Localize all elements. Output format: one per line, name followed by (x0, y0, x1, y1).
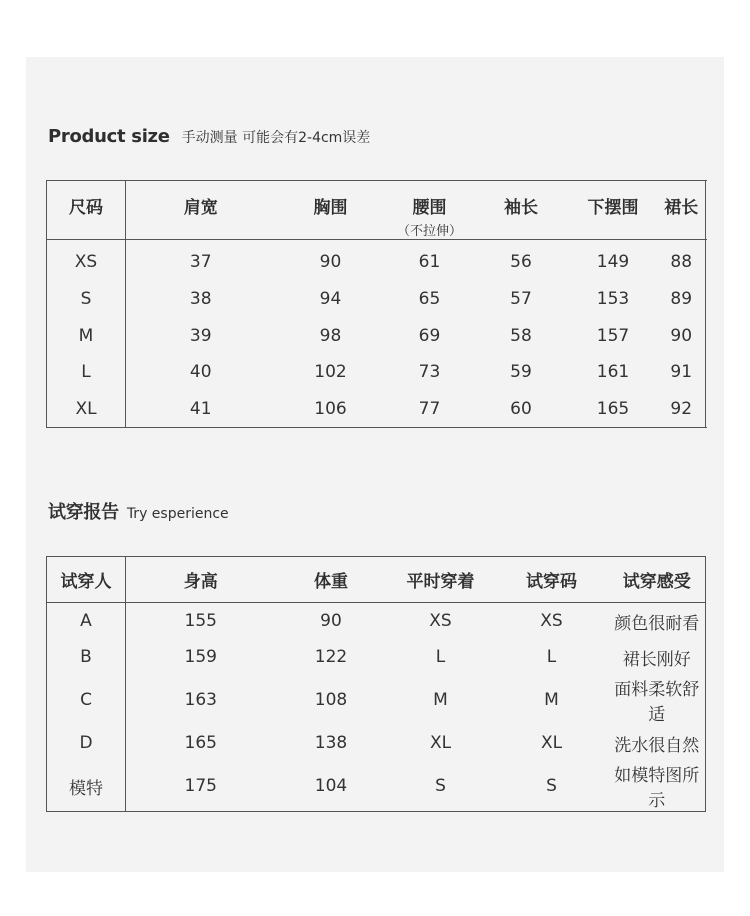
table-cell: L (435, 647, 446, 667)
table-row (47, 390, 706, 427)
table-cell: 98 (319, 325, 342, 346)
size-header-cell: 肩宽 (183, 198, 218, 218)
table-cell: 65 (418, 288, 441, 309)
table-cell: A (47, 603, 126, 640)
table-row (47, 761, 706, 812)
size-header-cell: 下摆围 (587, 198, 639, 218)
size-header-cell: 裙长 (664, 198, 699, 218)
table-cell: 89 (670, 288, 693, 309)
table-cell: 40 (189, 362, 212, 383)
try-header-cell: 试穿人 (47, 557, 126, 603)
table-cell: XS (429, 611, 452, 631)
table-cell: 155 (184, 611, 217, 631)
try-header-cell: 试穿码 (526, 572, 577, 592)
table-row (47, 281, 706, 318)
table-cell: 157 (596, 325, 630, 346)
try-report-title: 试穿报告 (48, 502, 119, 523)
table-cell: 161 (596, 362, 630, 383)
size-header-cell: 袖长 (504, 198, 538, 218)
table-row (47, 603, 706, 640)
table-cell: L (47, 354, 126, 391)
table-cell: 如模特图所示 (614, 766, 700, 811)
table-cell: 149 (596, 252, 630, 273)
table-cell: D (47, 725, 126, 761)
try-report-heading (48, 498, 229, 524)
try-report-subtitle: Try esperience (126, 506, 229, 522)
table-row (47, 675, 706, 725)
table-cell: 颜色很耐看 (614, 613, 700, 634)
table-cell: 57 (510, 288, 532, 309)
table-cell: 165 (596, 398, 630, 419)
table-cell: 91 (670, 362, 693, 383)
table-cell: 60 (510, 398, 532, 419)
table-cell: 裙长刚好 (622, 649, 691, 670)
table-cell: 94 (319, 288, 342, 309)
table-cell: 73 (418, 362, 441, 383)
table-cell: 洗水很自然 (614, 735, 700, 756)
table-cell: 159 (184, 647, 217, 667)
table-cell: XL (47, 390, 126, 427)
product-size-heading (48, 126, 370, 147)
table-cell: 153 (596, 288, 630, 309)
table-cell: 56 (510, 252, 532, 273)
table-cell: 165 (184, 733, 217, 753)
table-row (47, 639, 706, 675)
table-cell: 92 (670, 398, 693, 419)
table-cell: 138 (314, 733, 348, 753)
table-cell: 41 (189, 398, 212, 419)
size-header-cell: 胸围 (313, 198, 348, 218)
size-table-header (47, 181, 706, 240)
table-cell: 38 (189, 288, 212, 309)
table-cell: 69 (418, 325, 441, 346)
size-header-note: （不拉伸） (396, 224, 462, 239)
table-cell: 面料柔软舒适 (614, 680, 700, 725)
table-cell: 61 (418, 252, 441, 273)
table-cell: S (546, 776, 557, 796)
table-cell: 39 (189, 325, 212, 346)
product-size-note: 手动测量 可能会有2-4cm误差 (181, 130, 371, 146)
table-cell: 108 (314, 690, 348, 710)
table-cell: 模特 (47, 761, 126, 812)
table-cell: S (47, 281, 126, 318)
size-header-cell (386, 181, 474, 240)
table-cell: XL (540, 733, 563, 753)
try-header-cell: 平时穿着 (406, 572, 475, 592)
table-cell: 90 (319, 252, 342, 273)
table-cell: B (47, 639, 126, 675)
table-row (47, 317, 706, 354)
table-row (47, 725, 706, 761)
table-cell: 102 (314, 362, 347, 383)
table-cell: 90 (670, 325, 693, 346)
table-cell: 58 (510, 325, 532, 346)
table-row (47, 354, 706, 391)
size-header-label: 腰围 (412, 198, 447, 218)
size-header-cell: 尺码 (47, 181, 126, 240)
table-cell: XS (47, 240, 126, 281)
table-cell: 77 (418, 398, 441, 419)
table-cell: 59 (510, 362, 532, 383)
table-cell: C (47, 675, 126, 725)
table-cell: M (433, 690, 448, 710)
table-cell: S (435, 776, 446, 796)
try-table-header (47, 557, 706, 603)
table-cell: 175 (184, 776, 217, 796)
product-size-title: Product size (48, 126, 170, 147)
table-cell: 122 (314, 647, 348, 667)
table-cell: 106 (314, 398, 347, 419)
table-cell: M (47, 317, 126, 354)
table-row (47, 240, 706, 281)
try-header-cell: 体重 (314, 572, 348, 592)
table-cell: 163 (184, 690, 217, 710)
try-header-cell: 试穿感受 (622, 572, 691, 592)
table-cell: 90 (320, 611, 342, 631)
table-cell: M (544, 690, 559, 710)
table-cell: XL (429, 733, 452, 753)
size-table (46, 180, 706, 428)
table-cell: 104 (314, 776, 348, 796)
table-cell: L (546, 647, 557, 667)
table-cell: 88 (670, 252, 693, 273)
try-report-table (46, 556, 706, 812)
try-header-cell: 身高 (183, 572, 218, 592)
table-cell: XS (540, 611, 563, 631)
table-cell: 37 (189, 252, 212, 273)
